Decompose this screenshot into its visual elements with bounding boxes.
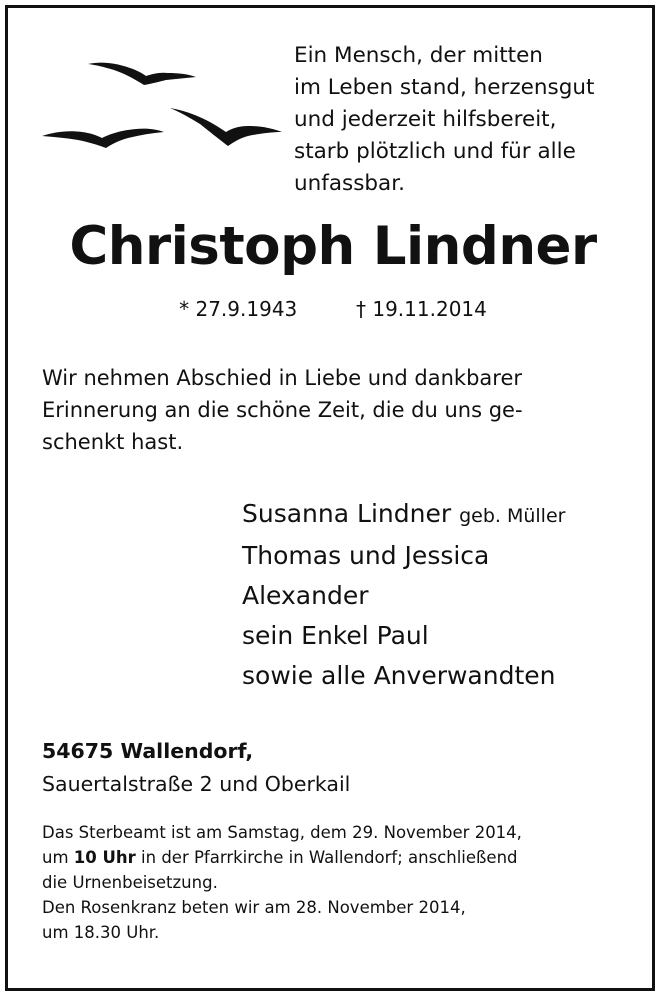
- mourner-line: [242, 494, 652, 536]
- death-date: 19.11.2014: [372, 297, 487, 321]
- mourner-line: sowie alle Anverwandten: [242, 661, 556, 690]
- address-city: 54675 Wallendorf,: [42, 739, 254, 763]
- bird-left-icon: [42, 129, 164, 148]
- mourner-line: Alexander: [242, 581, 369, 610]
- mourners-list: [242, 494, 652, 696]
- notice-text: in der Pfarrkirche in Wallendorf; anschließend: [141, 848, 518, 867]
- life-dates: [0, 297, 666, 321]
- message-line: Erinnerung an die schöne Zeit, die du uns ge-: [42, 398, 523, 422]
- intro-line: im Leben stand, herzensgut: [294, 75, 595, 100]
- flying-birds-icon: [40, 52, 290, 162]
- birth-date: 27.9.1943: [195, 297, 298, 321]
- intro-line: Ein Mensch, der mitten: [294, 43, 543, 68]
- birth-symbol: *: [179, 297, 190, 321]
- message-line: Wir nehmen Abschied in Liebe und dankbarer: [42, 366, 523, 390]
- service-notice: [42, 820, 642, 945]
- notice-line: um 18.30 Uhr.: [42, 923, 160, 942]
- notice-line: die Urnenbeisetzung.: [42, 873, 218, 892]
- notice-text: um: [42, 848, 69, 867]
- intro-line: unfassbar.: [294, 171, 405, 196]
- intro-line: starb plötzlich und für alle: [294, 139, 576, 164]
- maiden-name-note: geb. Müller: [459, 505, 566, 527]
- mourner-name: Susanna Lindner: [242, 499, 452, 528]
- bird-right-icon: [170, 108, 282, 146]
- mourner-line: sein Enkel Paul: [242, 621, 429, 650]
- notice-line: Das Sterbeamt ist am Samstag, dem 29. November 2014,: [42, 823, 522, 842]
- bird-top-icon: [88, 63, 196, 85]
- mourner-line: Thomas und Jessica: [242, 541, 490, 570]
- intro-line: und jederzeit hilfsbereit,: [294, 107, 557, 132]
- cross-symbol: †: [356, 297, 366, 321]
- address-block: [42, 735, 642, 801]
- service-time: 10 Uhr: [73, 848, 136, 867]
- intro-verse: [294, 40, 654, 200]
- notice-line: Den Rosenkranz beten wir am 28. November 2014,: [42, 898, 466, 917]
- farewell-message: [42, 362, 632, 458]
- notice-line: [42, 845, 642, 870]
- deceased-name: Christoph Lindner: [69, 216, 597, 277]
- address-street: Sauertalstraße 2 und Oberkail: [42, 772, 351, 796]
- message-line: schenkt hast.: [42, 430, 184, 454]
